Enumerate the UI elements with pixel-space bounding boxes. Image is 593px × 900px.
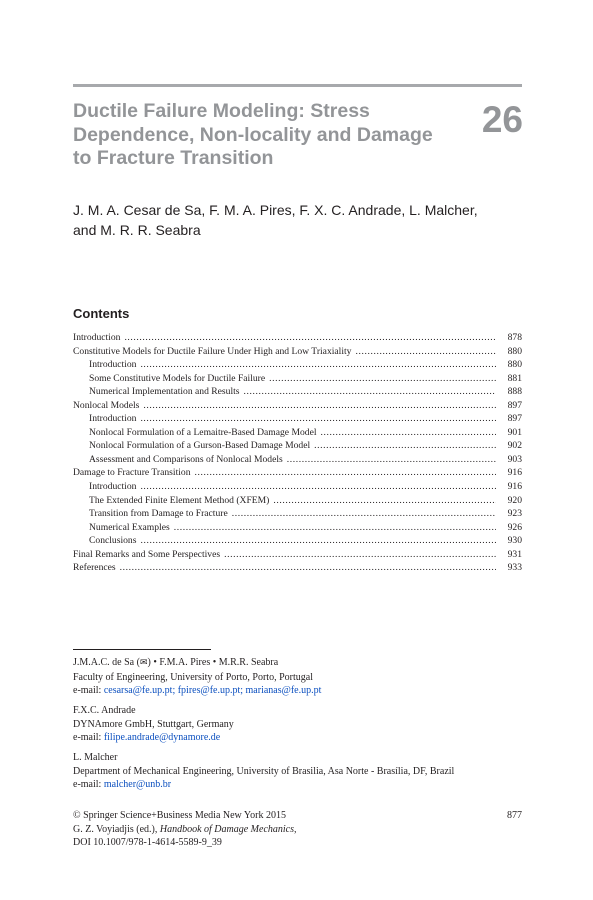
affiliation-institution: Faculty of Engineering, University of Porto, Porto, Portugal [73, 671, 313, 683]
toc-entry-page: 933 [507, 562, 522, 574]
chapter-title-line: Ductile Failure Modeling: Stress [73, 100, 370, 122]
toc-entry-page: 897 [507, 413, 522, 425]
toc-leader-dots [224, 548, 496, 562]
editor-text: G. Z. Voyiadjis (ed.), [73, 823, 160, 835]
affiliation-institution: Department of Mechanical Engineering, University of Brasilia, Asa Norte - Brasília, DF, Brazil [73, 765, 455, 777]
author-line: and M. R. R. Seabra [73, 222, 201, 238]
contents-heading: Contents [73, 306, 130, 321]
toc-entry[interactable] [73, 453, 522, 467]
toc-entry[interactable] [73, 358, 522, 372]
email-prefix: e-mail: [73, 685, 104, 696]
copyright-line: © Springer Science+Business Media New York 2015 [73, 810, 286, 821]
toc-entry-label: Numerical Implementation and Results [89, 386, 240, 398]
toc-entry-label: Some Constitutive Models for Ductile Failure [89, 372, 266, 384]
toc-entry-label: Conclusions [89, 535, 137, 547]
toc-entry-page: 880 [507, 359, 522, 371]
toc-entry-label: Nonlocal Formulation of a Gurson-Based Damage Model [89, 440, 311, 452]
footnote-rule [73, 649, 211, 650]
toc-entry-page: 880 [507, 345, 522, 357]
page-number: 877 [507, 810, 522, 821]
email-link[interactable]: filipe.andrade@dynamore.de [103, 732, 221, 743]
toc-entry-page: 878 [507, 332, 522, 343]
toc-leader-dots [244, 385, 496, 399]
toc-leader-dots [124, 331, 496, 345]
toc-entry-page: 930 [507, 535, 522, 547]
toc-entry-page: 931 [507, 548, 522, 560]
affiliation-names: L. Malcher [73, 752, 118, 763]
table-of-contents [73, 331, 522, 575]
author-list [73, 200, 523, 240]
toc-entry[interactable] [73, 507, 522, 521]
toc-entry[interactable] [73, 399, 522, 413]
affiliation-3 [73, 751, 533, 792]
affiliation-email-line [73, 731, 533, 745]
toc-entry-page: 901 [507, 426, 522, 438]
author-line: J. M. A. Cesar de Sa, F. M. A. Pires, F. X. C. Andrade, L. Malcher, [73, 202, 478, 218]
toc-entry[interactable] [73, 466, 522, 480]
toc-entry[interactable] [73, 412, 522, 426]
doi-line: DOI 10.1007/978-1-4614-5589-9_39 [73, 837, 222, 848]
toc-entry[interactable] [73, 561, 522, 575]
toc-entry[interactable] [73, 345, 522, 359]
toc-entry-label: Introduction [89, 481, 137, 493]
toc-entry-page: 888 [507, 386, 522, 398]
toc-entry-page: 916 [507, 467, 522, 479]
toc-entry-label: Nonlocal Models [73, 399, 140, 411]
toc-entry[interactable] [73, 426, 522, 440]
email-link[interactable]: cesarsa@fe.up.pt; fpires@fe.up.pt; marianas@fe.up.pt [103, 685, 322, 696]
toc-entry-label: Damage to Fracture Transition [73, 467, 191, 479]
affiliation-names [73, 656, 533, 671]
toc-entry-page: 902 [507, 440, 522, 452]
citation-line [73, 823, 522, 837]
email-prefix: e-mail: [73, 732, 104, 743]
toc-leader-dots [287, 453, 496, 467]
names-text: ) • F.M.A. Pires • M.R.R. Seabra [147, 657, 279, 668]
toc-entry-label: Assessment and Comparisons of Nonlocal Models [89, 453, 283, 465]
toc-entry[interactable] [73, 480, 522, 494]
toc-entry-label: Introduction [89, 413, 137, 425]
toc-entry[interactable] [73, 548, 522, 562]
toc-entry-page: 920 [507, 494, 522, 506]
toc-entry-page: 926 [507, 521, 522, 533]
toc-entry-label: The Extended Finite Element Method (XFEM) [89, 494, 270, 506]
toc-entry-label: Final Remarks and Some Perspectives [73, 548, 221, 560]
affiliation-email-line [73, 684, 533, 698]
toc-leader-dots [140, 412, 496, 426]
copyright-block [73, 809, 522, 850]
toc-entry[interactable] [73, 521, 522, 535]
toc-entry[interactable] [73, 331, 522, 345]
toc-leader-dots [140, 358, 496, 372]
toc-leader-dots [174, 521, 496, 535]
toc-entry-label: Numerical Examples [89, 521, 170, 533]
top-rule [73, 84, 522, 87]
affiliation-names: F.X.C. Andrade [73, 705, 136, 716]
toc-leader-dots [140, 480, 496, 494]
toc-entry-page: 903 [507, 453, 522, 465]
toc-entry[interactable] [73, 385, 522, 399]
toc-leader-dots [140, 534, 496, 548]
email-prefix: e-mail: [73, 779, 104, 790]
toc-leader-dots [355, 345, 496, 359]
chapter-title-line: Dependence, Non-locality and Damage [73, 123, 433, 146]
toc-entry-label: Transition from Damage to Fracture [89, 508, 228, 520]
toc-leader-dots [232, 507, 496, 521]
chapter-number: 26 [481, 99, 523, 140]
affiliation-1 [73, 656, 533, 698]
toc-entry-label: Nonlocal Formulation of a Lemaitre-Based Damage Model [89, 426, 317, 438]
toc-entry-page: 881 [507, 372, 522, 384]
affiliation-email-line [73, 778, 533, 792]
toc-leader-dots [273, 494, 496, 508]
toc-entry[interactable] [73, 534, 522, 548]
affiliation-2 [73, 704, 533, 745]
toc-entry-label: References [73, 562, 116, 574]
toc-leader-dots [314, 439, 496, 453]
toc-leader-dots [269, 372, 496, 386]
affiliation-institution: DYNAmore GmbH, Stuttgart, Germany [73, 718, 234, 730]
toc-leader-dots [143, 399, 496, 413]
chapter-title-line: to Fracture Transition [73, 147, 274, 169]
toc-entry[interactable] [73, 439, 522, 453]
toc-entry[interactable] [73, 372, 522, 386]
names-text: J.M.A.C. de Sa ( [73, 657, 140, 668]
toc-entry-page: 923 [507, 508, 522, 520]
email-link[interactable]: malcher@unb.br [103, 779, 172, 790]
toc-entry-label: Introduction [89, 359, 137, 371]
toc-entry-label: Constitutive Models for Ductile Failure Under High and Low Triaxiality [73, 345, 352, 357]
toc-entry-label: Introduction [73, 332, 121, 343]
book-title: Handbook of Damage Mechanics, [159, 823, 297, 835]
toc-leader-dots [321, 426, 496, 440]
toc-leader-dots [195, 466, 496, 480]
toc-entry[interactable] [73, 494, 522, 508]
toc-entry-page: 916 [507, 481, 522, 493]
chapter-title [73, 100, 483, 171]
toc-leader-dots [120, 561, 496, 575]
toc-entry-page: 897 [507, 399, 522, 411]
envelope-icon: ✉ [139, 658, 148, 668]
